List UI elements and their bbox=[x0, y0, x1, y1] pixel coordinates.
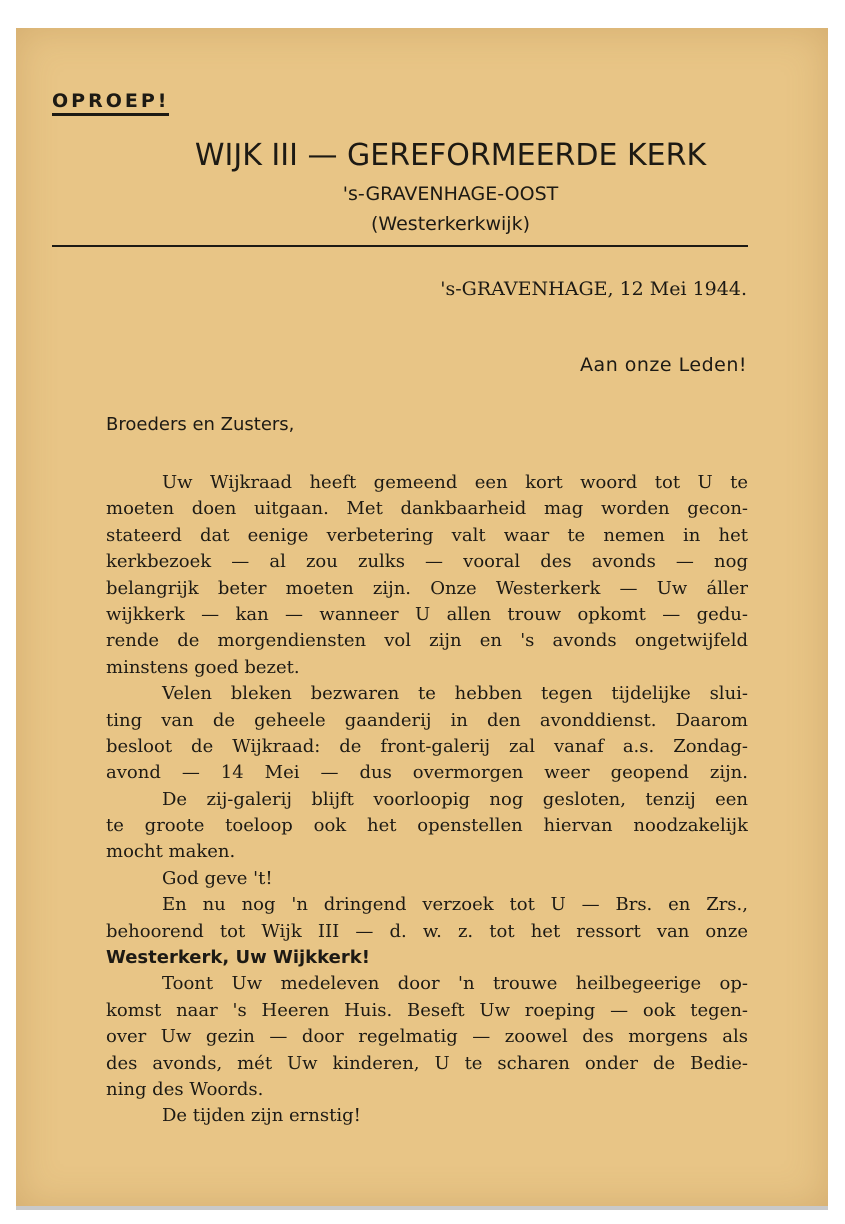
body-line: behoorend tot Wijk III — d. w. z. tot het ressort van onze bbox=[106, 920, 748, 942]
letter-body bbox=[106, 470, 748, 1130]
body-line: De zij-galerij blijft voorloopig nog gesloten, tenzij een bbox=[162, 788, 748, 810]
body-line: rende de morgendiensten vol zijn en 's avonds ongetwijfeld bbox=[106, 630, 748, 652]
body-line: Toont Uw medeleven door 'n trouwe heilbegeerige op- bbox=[162, 973, 748, 995]
body-line: Velen bleken bezwaren te hebben tegen tijdelijke slui- bbox=[162, 683, 748, 705]
header-divider bbox=[52, 245, 748, 247]
body-line: Uw Wijkraad heeft gemeend een kort woord tot U te bbox=[162, 472, 748, 493]
body-line: belangrijk beter moeten zijn. Onze Westerkerk — Uw áller bbox=[106, 577, 748, 599]
body-line: ning des Woords. bbox=[106, 1078, 264, 1100]
body-line: De tijden zijn ernstig! bbox=[162, 1105, 361, 1127]
body-line: over Uw gezin — door regelmatig — zoowel des morgens als bbox=[106, 1026, 748, 1048]
letter-greeting: Aan onze Leden! bbox=[580, 354, 747, 376]
body-line: En nu nog 'n dringend verzoek tot U — Brs. en Zrs., bbox=[162, 894, 748, 916]
body-line: komst naar 's Heeren Huis. Beseft Uw roeping — ook tegen- bbox=[106, 999, 748, 1021]
body-line: ting van de geheele gaanderij in den avonddienst. Daarom bbox=[106, 709, 748, 731]
body-line: moeten doen uitgaan. Met dankbaarheid mag worden gecon- bbox=[106, 498, 748, 520]
document-subtitle-wijk: (Westerkerkwijk) bbox=[371, 213, 530, 235]
body-line: besloot de Wijkraad: de front-galerij zal vanaf a.s. Zondag- bbox=[106, 735, 748, 757]
body-line: kerkbezoek — al zou zulks — vooral des avonds — nog bbox=[106, 551, 748, 573]
letter-date: 's-GRAVENHAGE, 12 Mei 1944. bbox=[440, 278, 747, 300]
body-line: des avonds, mét Uw kinderen, U te scharen onder de Bedie- bbox=[106, 1052, 748, 1074]
body-line: avond — 14 Mei — dus overmorgen weer geopend zijn. bbox=[106, 762, 748, 784]
document-subtitle-location: 's-GRAVENHAGE-OOST bbox=[342, 183, 559, 205]
paper-shadow bbox=[16, 1206, 828, 1210]
body-line: God geve 't! bbox=[162, 867, 273, 889]
body-line: stateerd dat eenige verbetering valt waar te nemen in het bbox=[106, 524, 748, 546]
document-title: WIJK III — GEREFORMEERDE KERK bbox=[194, 138, 707, 173]
body-line: mocht maken. bbox=[106, 841, 236, 863]
body-line: minstens goed bezet. bbox=[106, 656, 300, 678]
body-line-emphasis: Westerkerk, Uw Wijkkerk! bbox=[106, 947, 370, 969]
letter-salutation: Broeders en Zusters, bbox=[106, 414, 295, 435]
oproep-heading: OPROEP! bbox=[52, 90, 169, 116]
body-line: te groote toeloop ook het openstellen hiervan noodzakelijk bbox=[106, 815, 748, 837]
body-line: wijkkerk — kan — wanneer U allen trouw opkomt — gedu- bbox=[106, 603, 748, 625]
